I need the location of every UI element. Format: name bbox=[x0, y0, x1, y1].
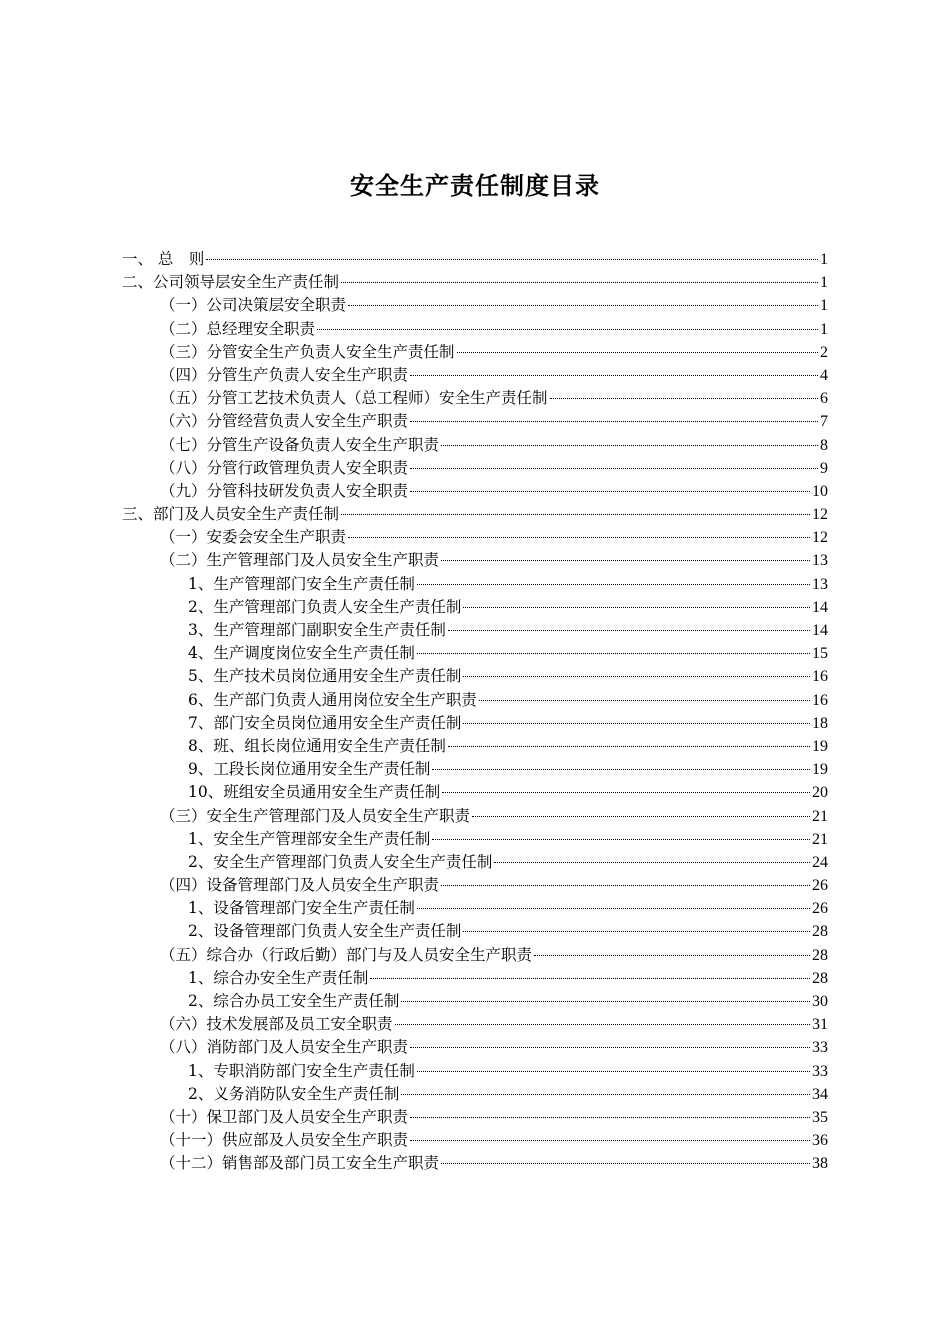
toc-dot-leader bbox=[348, 304, 818, 306]
toc-entry-label: 一、 总 则 bbox=[122, 250, 205, 268]
toc-dot-leader bbox=[410, 420, 818, 422]
toc-entry-label: （十一）供应部及人员安全生产职责 bbox=[160, 1131, 409, 1150]
toc-dot-leader bbox=[395, 1023, 810, 1025]
toc-entry[interactable] bbox=[122, 619, 828, 642]
toc-entry-page-number: 14 bbox=[812, 598, 828, 616]
toc-entry-label: 10、班组安全员通用安全生产责任制 bbox=[188, 783, 441, 802]
toc-entry[interactable] bbox=[122, 805, 828, 828]
toc-dot-leader bbox=[494, 861, 810, 863]
toc-entry-label: 2、综合办员工安全生产责任制 bbox=[188, 992, 400, 1010]
toc-dot-leader bbox=[417, 583, 810, 585]
toc-entry-label: （四）分管生产负责人安全生产职责 bbox=[160, 365, 409, 384]
toc-dot-leader bbox=[479, 699, 810, 701]
toc-entry[interactable] bbox=[122, 944, 828, 967]
toc-entry-label: （九）分管科技研发负责人安全职责 bbox=[160, 481, 409, 500]
toc-entry-page-number: 10 bbox=[812, 482, 828, 500]
toc-entry-page-number: 1 bbox=[820, 320, 828, 338]
toc-entry-page-number: 36 bbox=[812, 1132, 828, 1150]
toc-entry-label: （六）分管经营负责人安全生产职责 bbox=[160, 412, 409, 431]
toc-entry-label: 1、综合办安全生产责任制 bbox=[188, 968, 369, 987]
toc-dot-leader bbox=[341, 281, 818, 283]
toc-dot-leader bbox=[432, 838, 810, 840]
toc-dot-leader bbox=[463, 675, 810, 677]
toc-dot-leader bbox=[463, 722, 810, 724]
toc-entry[interactable] bbox=[122, 318, 828, 341]
toc-entry-page-number: 1 bbox=[820, 297, 828, 315]
toc-entry-page-number: 18 bbox=[812, 714, 828, 732]
toc-entry-page-number: 28 bbox=[812, 946, 828, 964]
toc-entry[interactable] bbox=[122, 735, 828, 758]
toc-entry-label: 2、安全生产管理部门负责人安全生产责任制 bbox=[188, 852, 493, 871]
toc-entry-page-number: 30 bbox=[812, 993, 828, 1010]
toc-entry-page-number: 35 bbox=[812, 1108, 828, 1126]
toc-dot-leader bbox=[348, 536, 810, 538]
toc-entry-page-number: 28 bbox=[812, 923, 828, 941]
toc-entry-label: （八）消防部门及人员安全生产职责 bbox=[160, 1038, 409, 1057]
toc-entry-page-number: 19 bbox=[812, 737, 828, 755]
toc-dot-leader bbox=[206, 258, 818, 260]
toc-entry[interactable] bbox=[122, 874, 828, 897]
toc-dot-leader bbox=[441, 444, 818, 446]
toc-entry-page-number: 4 bbox=[820, 366, 828, 384]
toc-entry[interactable] bbox=[122, 387, 828, 410]
toc-entry-label: 9、工段长岗位通用安全生产责任制 bbox=[188, 760, 431, 779]
toc-entry[interactable] bbox=[122, 689, 828, 712]
toc-entry-label: 2、义务消防队安全生产责任制 bbox=[188, 1084, 400, 1103]
toc-entry-label: （三）安全生产管理部门及人员安全生产职责 bbox=[160, 806, 471, 825]
toc-dot-leader bbox=[370, 977, 810, 979]
toc-entry-label: （二）总经理安全职责 bbox=[160, 319, 316, 338]
toc-dot-leader bbox=[417, 652, 810, 654]
toc-dot-leader bbox=[401, 1000, 810, 1002]
toc-entry[interactable] bbox=[122, 434, 828, 457]
toc-dot-leader bbox=[410, 374, 818, 376]
toc-entry[interactable] bbox=[122, 503, 828, 526]
toc-entry[interactable] bbox=[122, 758, 828, 781]
toc-entry[interactable] bbox=[122, 967, 828, 990]
toc-entry-label: （十二）销售部及部门员工安全生产职责 bbox=[160, 1154, 440, 1173]
toc-entry-page-number: 31 bbox=[812, 1016, 828, 1034]
toc-dot-leader bbox=[442, 791, 810, 793]
toc-entry-page-number: 2 bbox=[820, 343, 828, 361]
toc-dot-leader bbox=[463, 930, 810, 932]
toc-entry-label: 2、生产管理部门负责人安全生产责任制 bbox=[188, 597, 462, 616]
document-title: 安全生产责任制度目录 bbox=[350, 171, 600, 200]
toc-entry-label: 5、生产技术员岗位通用安全生产责任制 bbox=[188, 667, 462, 686]
toc-entry-label: （五）分管工艺技术负责人（总工程师）安全生产责任制 bbox=[160, 389, 548, 408]
toc-entry-label: （五）综合办（行政后勤）部门与及人员安全生产职责 bbox=[160, 945, 533, 964]
toc-dot-leader bbox=[463, 606, 810, 608]
toc-entry-label: （一）公司决策层安全职责 bbox=[160, 296, 347, 315]
toc-dot-leader bbox=[410, 1139, 810, 1141]
toc-entry[interactable] bbox=[122, 920, 828, 943]
toc-entry-label: 1、生产管理部门安全生产责任制 bbox=[188, 574, 415, 593]
toc-entry-label: 3、生产管理部门副职安全生产责任制 bbox=[188, 621, 446, 639]
toc-entry-label: 8、班、组长岗位通用安全生产责任制 bbox=[188, 736, 446, 755]
toc-dot-leader bbox=[472, 815, 810, 817]
toc-entry-label: 4、生产调度岗位安全生产责任制 bbox=[188, 644, 415, 663]
toc-entry[interactable] bbox=[122, 828, 828, 851]
toc-entry-label: 6、生产部门负责人通用岗位安全生产职责 bbox=[188, 690, 477, 709]
toc-dot-leader bbox=[401, 1093, 810, 1095]
toc-entry-page-number: 9 bbox=[820, 459, 828, 477]
toc-dot-leader bbox=[432, 768, 810, 770]
toc-entry-label: （一）安委会安全生产职责 bbox=[160, 528, 347, 547]
toc-entry[interactable] bbox=[122, 1083, 828, 1106]
toc-entry-page-number: 21 bbox=[812, 807, 828, 825]
toc-entry[interactable] bbox=[122, 1036, 828, 1059]
toc-entry-page-number: 21 bbox=[812, 830, 828, 848]
toc-entry[interactable] bbox=[122, 1013, 828, 1036]
toc-dot-leader bbox=[448, 745, 810, 747]
toc-entry-page-number: 8 bbox=[820, 436, 828, 454]
toc-entry-page-number: 28 bbox=[812, 969, 828, 987]
toc-dot-leader bbox=[410, 1046, 810, 1048]
toc-entry-page-number: 14 bbox=[812, 622, 828, 639]
toc-entry-page-number: 26 bbox=[812, 900, 828, 918]
toc-entry[interactable] bbox=[122, 665, 828, 688]
toc-entry-page-number: 16 bbox=[812, 691, 828, 709]
toc-dot-leader bbox=[410, 490, 810, 492]
toc-entry[interactable] bbox=[122, 457, 828, 480]
toc-entry-page-number: 33 bbox=[812, 1039, 828, 1057]
toc-entry[interactable] bbox=[122, 271, 828, 294]
toc-dot-leader bbox=[441, 559, 810, 561]
toc-entry[interactable] bbox=[122, 1152, 828, 1175]
toc-entry[interactable] bbox=[122, 642, 828, 665]
toc-entry-label: （七）分管生产设备负责人安全生产职责 bbox=[160, 435, 440, 454]
toc-entry-page-number: 1 bbox=[820, 274, 828, 292]
toc-entry[interactable] bbox=[122, 851, 828, 874]
toc-entry-label: 2、设备管理部门负责人安全生产责任制 bbox=[188, 922, 462, 941]
toc-entry[interactable] bbox=[122, 596, 828, 619]
toc-entry-label: （六）技术发展部及员工安全职责 bbox=[160, 1015, 393, 1034]
toc-entry[interactable] bbox=[122, 549, 828, 572]
toc-dot-leader bbox=[448, 629, 810, 631]
toc-entry-label: 1、设备管理部门安全生产责任制 bbox=[188, 899, 415, 918]
toc-dot-leader bbox=[417, 1070, 810, 1072]
toc-entry-label: 7、部门安全员岗位通用安全生产责任制 bbox=[188, 713, 462, 732]
toc-entry-label: 二、公司领导层安全生产责任制 bbox=[122, 273, 340, 292]
toc-entry-page-number: 33 bbox=[812, 1062, 828, 1080]
toc-entry-page-number: 34 bbox=[812, 1085, 828, 1103]
toc-entry-label: 1、专职消防部门安全生产责任制 bbox=[188, 1061, 415, 1080]
toc-entry-page-number: 26 bbox=[812, 877, 828, 895]
toc-entry-page-number: 13 bbox=[812, 552, 828, 570]
toc-entry[interactable] bbox=[122, 480, 828, 503]
toc-entry[interactable] bbox=[122, 294, 828, 317]
toc-entry-page-number: 20 bbox=[812, 784, 828, 802]
toc-entry-label: （八）分管行政管理负责人安全职责 bbox=[160, 458, 409, 477]
toc-entry-page-number: 38 bbox=[812, 1155, 828, 1173]
toc-entry[interactable] bbox=[122, 341, 828, 364]
toc-entry-page-number: 12 bbox=[812, 529, 828, 547]
toc-entry-page-number: 24 bbox=[812, 853, 828, 871]
toc-dot-leader bbox=[441, 1162, 810, 1164]
toc-entry[interactable] bbox=[122, 248, 828, 271]
toc-dot-leader bbox=[410, 1116, 810, 1118]
toc-entry-label: （四）设备管理部门及人员安全生产职责 bbox=[160, 876, 440, 895]
toc-entry-page-number: 1 bbox=[820, 251, 828, 268]
toc-entry[interactable] bbox=[122, 1129, 828, 1152]
toc-entry[interactable] bbox=[122, 1060, 828, 1083]
toc-entry[interactable] bbox=[122, 573, 828, 596]
toc-entry-label: （三）分管安全生产负责人安全生产责任制 bbox=[160, 342, 455, 361]
toc-dot-leader bbox=[410, 467, 818, 469]
toc-dot-leader bbox=[457, 351, 818, 353]
toc-entry-page-number: 7 bbox=[820, 413, 828, 431]
toc-entry[interactable] bbox=[122, 712, 828, 735]
toc-entry-page-number: 12 bbox=[812, 506, 828, 524]
toc-entry-page-number: 6 bbox=[820, 390, 828, 408]
toc-entry-label: 三、部门及人员安全生产责任制 bbox=[122, 505, 340, 524]
table-of-contents bbox=[122, 248, 828, 1176]
toc-dot-leader bbox=[317, 328, 818, 330]
toc-entry-page-number: 15 bbox=[812, 645, 828, 663]
toc-entry[interactable] bbox=[122, 990, 828, 1013]
toc-entry-label: （十）保卫部门及人员安全生产职责 bbox=[160, 1107, 409, 1126]
toc-entry[interactable] bbox=[122, 364, 828, 387]
toc-entry-page-number: 16 bbox=[812, 668, 828, 686]
toc-entry-label: （二）生产管理部门及人员安全生产职责 bbox=[160, 551, 440, 570]
toc-entry-page-number: 19 bbox=[812, 761, 828, 779]
toc-entry[interactable] bbox=[122, 1106, 828, 1129]
toc-entry-page-number: 13 bbox=[812, 575, 828, 593]
toc-dot-leader bbox=[534, 954, 810, 956]
toc-entry[interactable] bbox=[122, 410, 828, 433]
toc-entry[interactable] bbox=[122, 526, 828, 549]
toc-entry-label: 1、安全生产管理部安全生产责任制 bbox=[188, 829, 431, 848]
toc-dot-leader bbox=[550, 397, 818, 399]
toc-entry[interactable] bbox=[122, 781, 828, 804]
toc-dot-leader bbox=[441, 884, 810, 886]
toc-dot-leader bbox=[341, 513, 810, 515]
toc-entry[interactable] bbox=[122, 897, 828, 920]
toc-dot-leader bbox=[417, 907, 810, 909]
